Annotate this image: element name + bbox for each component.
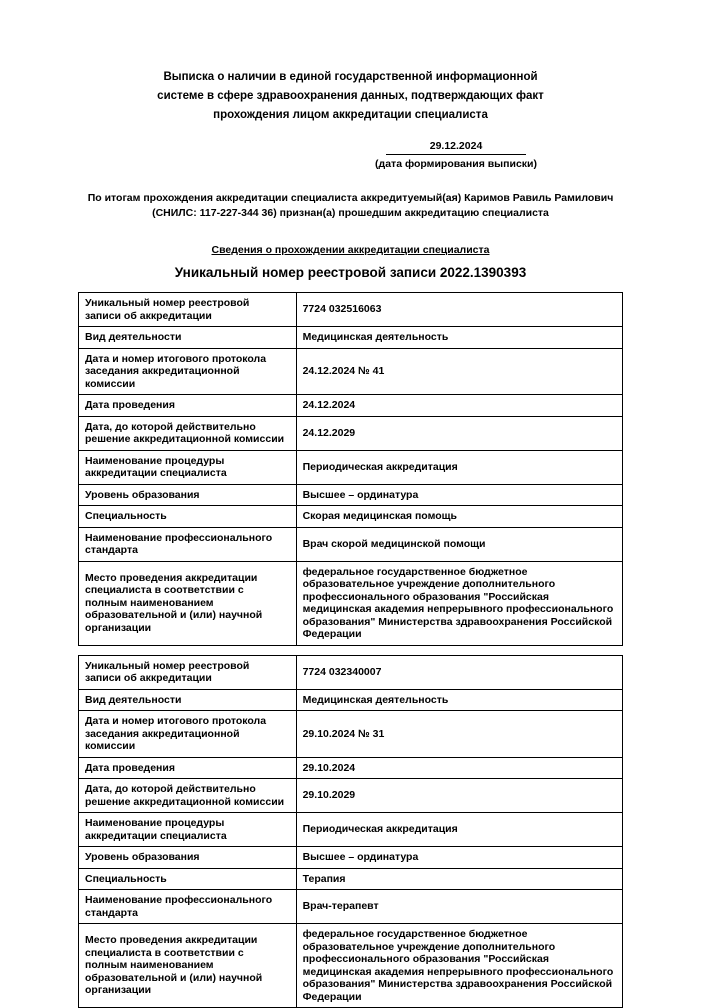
row-label: Дата проведения [79,395,297,417]
table-row [79,293,623,327]
row-label: Вид деятельности [79,327,297,349]
document-title [78,68,623,125]
row-value: федеральное государственное бюджетное образовательное учреждение дополнительного профессионального образования "Российская медицинская академия непрерывного профессионального образования" Министерства здравоохранения Российской Федерации [296,924,622,1008]
row-label: Наименование профессионального стандарта [79,890,297,924]
table-row [79,711,623,758]
document-title-line: прохождения лицом аккредитации специалиста [78,106,623,125]
formation-date: 29.12.2024 [386,139,526,155]
table-row [79,890,623,924]
row-value: Врач-терапевт [296,890,622,924]
row-label: Специальность [79,868,297,890]
formation-date-caption: (дата формирования выписки) [375,155,537,171]
table-row [79,484,623,506]
row-label: Уникальный номер реестровой записи об аккредитации [79,293,297,327]
row-label: Дата и номер итогового протокола заседания аккредитационной комиссии [79,348,297,395]
section-heading: Сведения о прохождении аккредитации специалиста [78,244,623,256]
row-value: Периодическая аккредитация [296,450,622,484]
row-value: 24.12.2029 [296,416,622,450]
row-label: Дата проведения [79,757,297,779]
row-label: Наименование процедуры аккредитации специалиста [79,813,297,847]
table-row [79,655,623,689]
intro-paragraph: По итогам прохождения аккредитации специалиста аккредитуемый(ая) Каримов Равиль Рамилович (СНИЛС: 117-227-344 36) признан(а) прошедшим аккредитацию специалиста [78,191,623,220]
row-label: Наименование профессионального стандарта [79,527,297,561]
row-value: 24.12.2024 [296,395,622,417]
row-label: Вид деятельности [79,689,297,711]
row-value: 7724 032516063 [296,293,622,327]
table-row [79,689,623,711]
table-row [79,757,623,779]
row-label: Дата, до которой действительно решение аккредитационной комиссии [79,779,297,813]
accreditation-table-2-body [79,655,623,1008]
row-value: федеральное государственное бюджетное образовательное учреждение дополнительного профессионального образования "Российская медицинская академия непрерывного профессионального образования" Министерства здравоохранения Российской Федерации [296,561,622,645]
table-row [79,924,623,1008]
row-value: Медицинская деятельность [296,327,622,349]
table-row [79,395,623,417]
row-label: Дата и номер итогового протокола заседания аккредитационной комиссии [79,711,297,758]
row-label: Уровень образования [79,847,297,869]
table-row [79,868,623,890]
table-row [79,450,623,484]
row-label: Уникальный номер реестровой записи об аккредитации [79,655,297,689]
row-value: 24.12.2024 № 41 [296,348,622,395]
accreditation-table-1 [78,292,623,646]
row-label: Специальность [79,506,297,528]
document-title-line: системе в сфере здравоохранения данных, подтверждающих факт [78,87,623,106]
table-row [79,527,623,561]
table-row [79,416,623,450]
row-value: Высшее – ординатура [296,484,622,506]
row-value: Периодическая аккредитация [296,813,622,847]
row-value: 29.10.2024 [296,757,622,779]
accreditation-table-2 [78,655,623,1008]
row-value: 7724 032340007 [296,655,622,689]
row-value: Медицинская деятельность [296,689,622,711]
table-row [79,327,623,349]
table-row [79,847,623,869]
table-row [79,779,623,813]
row-value: Высшее – ординатура [296,847,622,869]
accreditation-table-1-body [79,293,623,646]
table-row [79,561,623,645]
row-value: Скорая медицинская помощь [296,506,622,528]
table-row [79,813,623,847]
row-label: Дата, до которой действительно решение аккредитационной комиссии [79,416,297,450]
registry-number-heading: Уникальный номер реестровой записи 2022.1390393 [78,265,623,280]
row-value: Терапия [296,868,622,890]
table-row [79,348,623,395]
document-title-line: Выписка о наличии в единой государственной информационной [78,68,623,87]
row-value: 29.10.2029 [296,779,622,813]
row-label: Наименование процедуры аккредитации специалиста [79,450,297,484]
row-label: Место проведения аккредитации специалиста в соответствии с полным наименованием образовательной и (или) научной организации [79,561,297,645]
row-label: Место проведения аккредитации специалиста в соответствии с полным наименованием образовательной и (или) научной организации [79,924,297,1008]
formation-date-block [375,139,537,171]
row-value: Врач скорой медицинской помощи [296,527,622,561]
row-value: 29.10.2024 № 31 [296,711,622,758]
table-row [79,506,623,528]
row-label: Уровень образования [79,484,297,506]
